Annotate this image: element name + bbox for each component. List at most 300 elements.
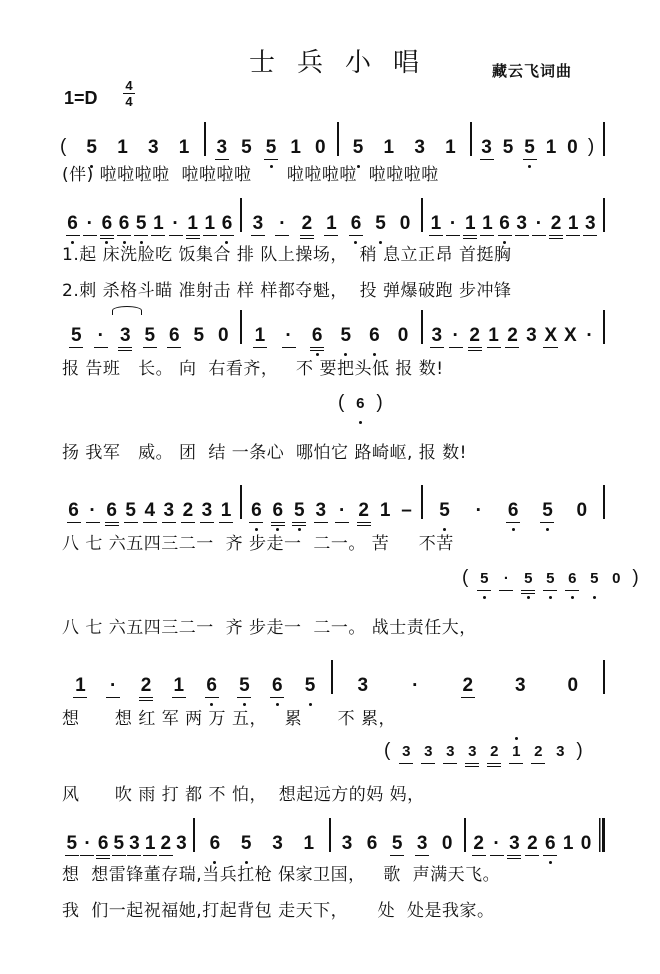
note-degree: 5 <box>125 500 136 521</box>
note <box>293 501 305 521</box>
slur-arc <box>112 306 142 315</box>
underline-eighth <box>167 347 181 348</box>
note <box>201 501 213 521</box>
underline-eighth <box>449 347 463 348</box>
lower-octave-dot <box>549 861 552 864</box>
note <box>524 138 536 158</box>
note <box>350 214 362 234</box>
underline-eighth <box>583 235 597 236</box>
note <box>409 676 421 696</box>
underline-eighth <box>219 522 233 523</box>
note-degree: 1 <box>430 213 442 234</box>
note <box>464 214 476 234</box>
note <box>399 214 411 234</box>
measure <box>331 818 464 854</box>
composer-credit: 藏云飞词曲 <box>492 62 573 80</box>
note <box>74 676 86 696</box>
note-degree: 1 <box>254 325 266 346</box>
lower-octave-dot <box>571 596 574 599</box>
note <box>217 326 229 346</box>
note <box>450 326 462 346</box>
end-barline <box>603 485 605 519</box>
measure <box>60 310 240 346</box>
underline-eighth <box>65 855 79 856</box>
underline-eighth <box>253 347 267 348</box>
note <box>526 834 538 854</box>
note <box>439 501 451 521</box>
underline-eighth <box>499 590 513 591</box>
underline-eighth <box>480 235 494 236</box>
note-degree: 2 <box>507 325 518 346</box>
note-degree: 3 <box>514 675 526 696</box>
note-degree: 0 <box>441 833 453 854</box>
underline-eighth <box>80 855 94 856</box>
note <box>478 569 490 589</box>
lyric-line: 1.起 床洗脸吃 饭集合 排 队上操场， 稍 息立正昂 首挺胸 <box>62 245 512 265</box>
end-barline <box>603 198 605 232</box>
note-degree: 1 <box>153 213 164 234</box>
note <box>220 501 232 521</box>
note <box>447 214 459 234</box>
note-degree: 5 <box>439 500 450 521</box>
underline-eighth <box>143 347 157 348</box>
note-degree: · <box>412 675 419 696</box>
note <box>128 834 140 854</box>
note-degree: 3 <box>509 833 520 854</box>
note <box>204 214 216 234</box>
note <box>391 834 403 854</box>
note <box>160 834 172 854</box>
note-degree: 5 <box>304 675 316 696</box>
underline-eighth <box>505 347 519 348</box>
underline-eighth <box>237 697 251 698</box>
note-degree: 3 <box>252 213 264 234</box>
lower-octave-dot <box>527 596 530 599</box>
underline-sixteenth <box>100 238 114 239</box>
note-degree: 3 <box>446 743 455 760</box>
note-degree: 3 <box>516 213 527 234</box>
note-degree: 2 <box>550 213 562 234</box>
note-degree: 3 <box>414 137 425 158</box>
note-degree: 2 <box>527 833 538 854</box>
note-degree: 1 <box>562 833 574 854</box>
underline-eighth <box>523 159 537 160</box>
note-degree: 3 <box>201 500 213 521</box>
note <box>510 742 522 762</box>
note-degree: 3 <box>416 833 428 854</box>
note <box>506 326 518 346</box>
note <box>584 214 596 234</box>
note <box>144 326 156 346</box>
note <box>580 834 592 854</box>
underline-eighth <box>509 763 523 764</box>
underline-eighth <box>94 347 108 348</box>
note-degree: 5 <box>546 570 555 587</box>
note-degree: · <box>86 213 93 234</box>
note-degree: 2 <box>473 833 484 854</box>
lower-octave-dot <box>512 528 515 531</box>
note <box>311 326 323 346</box>
note-degree: · <box>535 213 543 234</box>
note-degree: 1 <box>173 675 185 696</box>
underline-sixteenth <box>468 350 482 351</box>
note <box>66 834 78 854</box>
note-degree: 5 <box>66 833 78 854</box>
note-degree: 5 <box>352 137 364 158</box>
measure <box>423 310 603 346</box>
underline-eighth <box>96 855 110 856</box>
note-degree: 1 <box>220 500 232 521</box>
underline-eighth <box>415 855 429 856</box>
note-degree: 6 <box>118 213 130 234</box>
note <box>238 676 250 696</box>
underline-eighth <box>300 235 314 236</box>
underline-eighth <box>487 763 501 764</box>
note-degree: 2 <box>301 213 313 234</box>
underline-eighth <box>249 522 263 523</box>
note <box>314 138 326 158</box>
note <box>500 569 512 589</box>
note <box>544 326 557 346</box>
note <box>254 326 266 346</box>
note <box>400 742 412 762</box>
underline-eighth <box>143 522 157 523</box>
note <box>315 501 327 521</box>
measure <box>333 660 604 696</box>
note <box>341 834 353 854</box>
note <box>430 214 442 234</box>
note-degree: 3 <box>402 743 411 760</box>
time-denominator: 4 <box>125 94 133 109</box>
note <box>135 214 147 234</box>
underline-sixteenth <box>549 238 563 239</box>
underline-eighth <box>472 855 486 856</box>
measure <box>242 198 422 234</box>
note-degree: 2 <box>140 675 152 696</box>
note <box>336 501 348 521</box>
lyric-line: 我 们一起祝福她,打起背包 走天下， 处 处是我家。 <box>62 901 495 921</box>
note <box>178 138 190 158</box>
note-degree: · <box>279 213 286 234</box>
close-paren: ) <box>376 392 383 413</box>
note-degree: 3 <box>481 137 492 158</box>
underline-sixteenth <box>271 525 285 526</box>
note-degree: · <box>452 325 459 346</box>
note <box>340 326 352 346</box>
underline-sixteenth <box>186 238 200 239</box>
note-degree: · <box>172 213 179 234</box>
underline-eighth <box>203 235 217 236</box>
note-degree: 6 <box>544 833 556 854</box>
note <box>272 501 284 521</box>
note-degree: 6 <box>369 325 380 346</box>
note-degree: 2 <box>469 325 480 346</box>
note <box>566 138 578 158</box>
note <box>81 834 93 854</box>
underline-eighth <box>540 522 554 523</box>
note-degree: 6 <box>206 675 217 696</box>
underline-sixteenth <box>300 238 314 239</box>
underline-sixteenth <box>465 766 479 767</box>
underline-eighth <box>515 235 529 236</box>
note-degree: 5 <box>542 500 553 521</box>
note <box>206 676 218 696</box>
note-degree: · <box>475 500 482 521</box>
note-degree: 5 <box>480 570 489 587</box>
note-degree: 1 <box>75 675 86 696</box>
underline-eighth <box>390 855 404 856</box>
measure <box>339 122 470 158</box>
note <box>422 742 434 762</box>
underline-eighth <box>324 235 338 236</box>
underline-eighth <box>282 347 296 348</box>
staff-system <box>60 818 605 854</box>
note <box>416 834 428 854</box>
underline-sixteenth <box>105 525 119 526</box>
measure <box>466 818 599 854</box>
note <box>113 834 125 854</box>
note-degree: 1 <box>290 137 301 158</box>
time-numerator: 4 <box>123 78 135 94</box>
note <box>209 834 221 854</box>
note-degree: 0 <box>397 325 409 346</box>
note-degree: 3 <box>216 137 228 158</box>
measure <box>72 122 203 158</box>
lower-octave-dot <box>546 528 549 531</box>
note <box>106 501 118 521</box>
note <box>491 834 503 854</box>
note-degree: 6 <box>106 500 117 521</box>
note-degree: 2 <box>182 500 194 521</box>
note-degree: 2 <box>490 743 499 760</box>
measure <box>60 198 240 234</box>
note-degree: · <box>586 325 593 346</box>
end-barline <box>603 660 605 694</box>
note-degree: 3 <box>431 325 443 346</box>
note <box>182 501 194 521</box>
note <box>473 834 485 854</box>
note-degree: 6 <box>356 395 365 412</box>
note <box>462 676 474 696</box>
open-paren: ( <box>384 740 391 761</box>
underline-eighth <box>465 763 479 764</box>
lyric-line: 想 想 红 军 两 万 五， 累 不 累， <box>62 709 396 729</box>
note-degree: 6 <box>568 570 577 587</box>
underline-eighth <box>430 347 444 348</box>
note <box>544 834 556 854</box>
measure <box>60 485 240 521</box>
note-degree: 5 <box>502 137 514 158</box>
note <box>68 501 80 521</box>
note <box>532 742 544 762</box>
underline-sixteenth <box>96 858 110 859</box>
note-degree: 1 <box>117 137 128 158</box>
note-degree: 3 <box>176 833 187 854</box>
note <box>566 569 578 589</box>
note-degree: 4 <box>144 500 156 521</box>
note <box>271 676 283 696</box>
underline-eighth <box>521 590 535 591</box>
note-degree: · <box>493 833 500 854</box>
note-degree: 5 <box>239 675 250 696</box>
note-degree: 6 <box>507 500 519 521</box>
underline-eighth <box>162 522 176 523</box>
note <box>401 501 413 521</box>
note-degree: 1 <box>464 213 476 234</box>
note-degree: 6 <box>272 500 284 521</box>
underline-eighth <box>105 522 119 523</box>
note <box>567 214 579 234</box>
note-degree: 5 <box>265 137 277 158</box>
note-degree: X <box>544 325 558 346</box>
underline-eighth <box>139 697 153 698</box>
close-paren: ) <box>587 136 595 157</box>
note-degree: 1 <box>204 213 216 234</box>
note <box>508 834 520 854</box>
note-degree: 5 <box>391 833 403 854</box>
end-barline <box>603 310 605 344</box>
note <box>70 326 82 346</box>
note-degree: · <box>285 325 292 346</box>
underline-eighth <box>566 235 580 236</box>
underline-sixteenth <box>521 593 535 594</box>
measure <box>60 660 331 696</box>
underline-eighth <box>66 235 80 236</box>
note <box>152 214 164 234</box>
note <box>414 138 426 158</box>
note <box>352 138 364 158</box>
note <box>379 501 391 521</box>
note <box>216 138 228 158</box>
underline-eighth <box>443 763 457 764</box>
note-degree: 1 <box>512 743 521 760</box>
note-degree: 1 <box>326 213 337 234</box>
note <box>444 138 456 158</box>
note <box>175 834 187 854</box>
note-degree: 0 <box>567 137 578 158</box>
note-degree: 0 <box>576 500 588 521</box>
underline-eighth <box>461 697 475 698</box>
note-degree: 6 <box>271 675 283 696</box>
underline-eighth <box>468 347 482 348</box>
note-degree: 5 <box>135 213 147 234</box>
underline-eighth <box>124 522 138 523</box>
underline-eighth <box>134 235 148 236</box>
note-degree: 1 <box>383 137 395 158</box>
note <box>193 326 205 346</box>
underline-eighth <box>151 235 165 236</box>
note-degree: 3 <box>468 743 477 760</box>
note <box>163 501 175 521</box>
note-degree: · <box>97 325 104 346</box>
note <box>375 214 387 234</box>
note <box>584 326 596 346</box>
note-degree: 2 <box>462 675 474 696</box>
underline-eighth <box>399 763 413 764</box>
underline-eighth <box>314 522 328 523</box>
interlude-notes <box>384 740 583 762</box>
end-barline <box>599 818 605 852</box>
note-degree: 1 <box>144 833 156 854</box>
note-degree: 1 <box>567 213 579 234</box>
underline-eighth <box>429 235 443 236</box>
underline-eighth <box>531 763 545 764</box>
underline-eighth <box>292 522 306 523</box>
underline-eighth <box>446 235 460 236</box>
underline-eighth <box>498 235 512 236</box>
note-degree: · <box>339 500 346 521</box>
note-degree: 6 <box>169 325 180 346</box>
underline-eighth <box>69 347 83 348</box>
staff-system <box>60 485 605 521</box>
underline-eighth <box>186 235 200 236</box>
note <box>119 326 131 346</box>
note-degree: 5 <box>524 570 533 587</box>
note <box>303 834 315 854</box>
lower-octave-dot <box>483 596 486 599</box>
note-degree: 0 <box>580 833 592 854</box>
close-paren: ) <box>632 567 639 588</box>
note-degree: 5 <box>524 137 535 158</box>
underline-eighth <box>106 697 120 698</box>
note-degree: 3 <box>526 325 537 346</box>
note-degree: · <box>110 675 117 696</box>
underline-eighth <box>117 235 131 236</box>
note-degree: 6 <box>67 213 78 234</box>
note-degree: 5 <box>70 325 82 346</box>
note-degree: 1 <box>482 213 493 234</box>
note-degree: 1 <box>545 137 557 158</box>
note <box>499 214 511 234</box>
underline-eighth <box>543 855 557 856</box>
note <box>125 501 137 521</box>
note <box>576 501 588 521</box>
underline-eighth <box>525 855 539 856</box>
note <box>358 501 370 521</box>
key-signature: 1=D <box>64 88 98 108</box>
underline-eighth <box>463 235 477 236</box>
interlude-notes <box>462 567 639 589</box>
lyric-line: 2.刺 杀格斗瞄 准射击 样 样都夺魁， 投 弹爆破跑 步冲锋 <box>62 281 512 301</box>
underline-eighth <box>480 159 494 160</box>
measure <box>206 122 337 158</box>
note <box>383 138 395 158</box>
note <box>441 834 453 854</box>
underline-eighth <box>112 855 126 856</box>
underline-sixteenth <box>463 238 477 239</box>
staff-system <box>60 660 605 696</box>
lower-octave-dot <box>549 596 552 599</box>
note-degree: 6 <box>97 833 109 854</box>
note <box>101 214 113 234</box>
note <box>87 501 99 521</box>
underline-eighth <box>181 522 195 523</box>
note-degree: 5 <box>144 325 156 346</box>
note <box>481 138 493 158</box>
note <box>304 676 316 696</box>
underline-sixteenth <box>292 525 306 526</box>
note-degree: 0 <box>218 325 229 346</box>
underline-eighth <box>205 697 219 698</box>
note <box>97 834 109 854</box>
note <box>357 676 369 696</box>
note <box>95 326 107 346</box>
note <box>507 501 519 521</box>
note-degree: 6 <box>209 833 221 854</box>
note <box>325 214 337 234</box>
note <box>173 676 185 696</box>
underline-eighth <box>270 697 284 698</box>
